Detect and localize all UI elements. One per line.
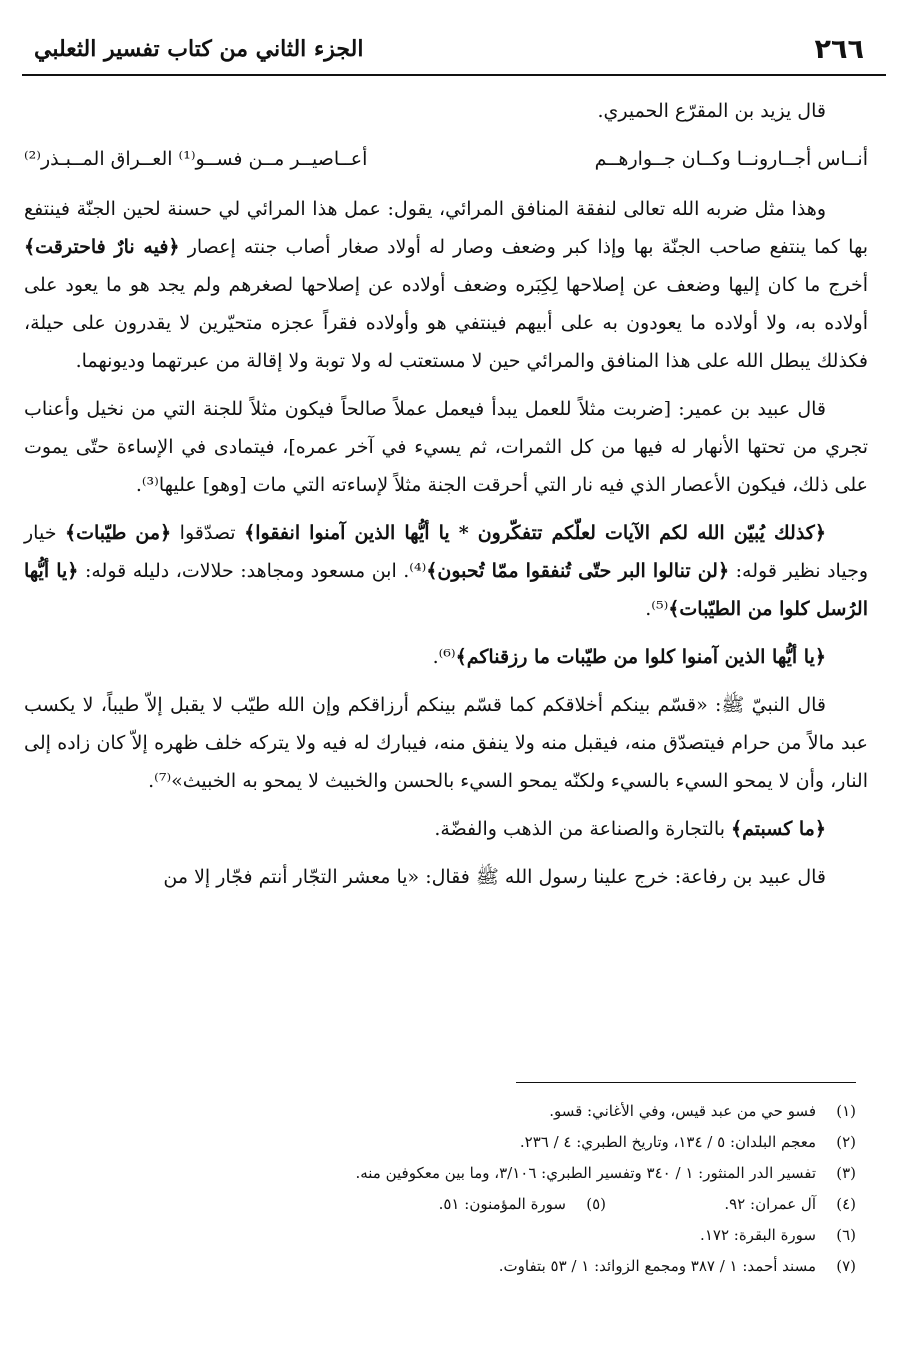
running-head: الجزء الثاني من كتاب تفسير الثعلبي (34, 36, 364, 62)
paragraph-6-rest: بالتجارة والصناعة من الذهب والفضّة. (434, 818, 732, 840)
page-header (22, 28, 886, 76)
footnote-1 (60, 1096, 856, 1127)
quran-quote: ﴿يا أيُّها الرُسل كلوا من الطيّبات﴾ (24, 560, 868, 620)
paragraph-6 (24, 810, 868, 848)
footnote-number: (٤) (836, 1195, 856, 1213)
poetry-verse (24, 140, 868, 178)
paragraph-4 (24, 638, 868, 676)
footnote-number: (٥) (586, 1195, 606, 1213)
footnote-text: فسو حي من عبد قيس، وفي الأغاني: قسو. (549, 1102, 816, 1120)
paragraph-4-end: ⁽⁶⁾. (432, 646, 456, 668)
footnote-number: (٦) (836, 1226, 856, 1244)
paragraph-3-part-b: خيار وجياد نظير قوله: (24, 522, 868, 582)
paragraph-3-part-d: ⁽⁵⁾. (645, 598, 669, 620)
footnote-divider (516, 1082, 856, 1083)
footnote-3 (60, 1158, 856, 1189)
footnote-7 (60, 1251, 856, 1282)
paragraph-1-part-a: وهذا مثل ضربه الله تعالى لنفقة المنافق المرائي، يقول: عمل هذا المرائي لي حسنة لحين الجنّة فينتفع بها كما ينتفع صاحب الجنّة بها وإذا كبر وضعف وصار له أولاد صغار أصاب جنته إعصار (24, 198, 868, 258)
footnote-text: تفسير الدر المنثور: ١ / ٣٤٠ وتفسير الطبري: ٣/١٠٦، وما بين معكوفين منه. (355, 1164, 816, 1182)
footnote-text: سورة البقرة: ١٧٢. (700, 1226, 816, 1244)
footnote-text: سورة المؤمنون: ٥١. (438, 1195, 566, 1213)
footnote-6 (60, 1220, 856, 1251)
main-text (24, 92, 868, 906)
paragraph-7: قال عبيد بن رفاعة: خرج علينا رسول الله ﷺ فقال: «يا معشر التجّار أنتم فجّار إلا من (163, 866, 826, 888)
footnote-5 (439, 1189, 606, 1220)
paragraph-2: قال عبيد بن عمير: [ضربت مثلاً للعمل يبدأ فيعمل عملاً صالحاً فيكون مثلاً للجنة التي من نخيل وأعناب تجري من تحتها الأنهار له فيها من كل الثمرات، ثم يسيء في آخر عمره]، فيتمادى في الإساءة حتّى يموت على ذلك، فيكون الأعصار الذي فيه نار التي أحرقت الجنة مثلاً لإساءته التي مات [وهو] عليها⁽³⁾. (24, 398, 868, 496)
footnote-4-5 (60, 1189, 856, 1220)
quran-quote: ﴿يا أيُّها الذين آمنوا كلوا من طيّبات ما رزقناكم﴾ (455, 646, 826, 668)
quran-quote: ﴿كذلك يُبيّن الله لكم الآيات لعلّكم تتفكّرون * يا أيُّها الذين آمنوا انفقوا﴾ (244, 522, 826, 544)
quran-quote: ﴿ما كسبتم﴾ (731, 818, 826, 840)
paragraph-5: قال النبيّ ﷺ: «قسّم بينكم أخلاقكم كما قسّم بينكم أرزاقكم وإن الله طيّب لا يقبل إلاّ طيباً، لا يكسب عبد مالاً من حرام فيتصدّق منه، فيقبل منه ولا ينفق منه، فيبارك له فيه ولا يتركه خلف ظهره إلاّ كان زاده إلى النار، وأن لا يمحو السيء بالسيء ولكنّه يمحو السيء بالحسن والخبيث لا يمحو به الخبيث»⁽⁷⁾. (24, 694, 868, 792)
footnote-4 (606, 1189, 856, 1220)
paragraph-3 (24, 514, 868, 628)
page-number: ٢٦٦ (814, 34, 864, 65)
quran-quote: ﴿لن تنالوا البر حتّى تُنفقوا ممّا تُحبون﴾ (426, 560, 730, 582)
footnote-number: (١) (836, 1102, 856, 1120)
quran-quote: ﴿من طيّبات﴾ (64, 522, 172, 544)
verse-first-hemistich: أنــاس أجــارونــا وكــان جــوارهــم (594, 148, 868, 170)
paragraph-3-part-a: تصدّقوا (171, 522, 245, 544)
footnote-text: مسند أحمد: ١ / ٣٨٧ ومجمع الزوائد: ١ / ٥٣ بتفاوت. (498, 1257, 816, 1275)
footnote-text: آل عمران: ٩٢. (724, 1195, 816, 1213)
footnotes (60, 1096, 856, 1282)
footnote-number: (٢) (836, 1133, 856, 1151)
paragraph-3-part-c: ⁽⁴⁾. ابن مسعود ومجاهد: حلالات، دليله قوله: (78, 560, 427, 582)
intro-line: قال يزيد بن المقرّع الحميري. (597, 100, 826, 122)
footnote-number: (٣) (836, 1164, 856, 1182)
footnote-text: معجم البلدان: ٥ / ١٣٤، وتاريخ الطبري: ٤ / ٢٣٦. (519, 1133, 816, 1151)
footnote-number: (٧) (836, 1257, 856, 1275)
quran-quote: ﴿فيه نارٌ فاحترقت﴾ (24, 236, 180, 258)
paragraph-1-part-b: أخرج ما كان إليها وضعف عن إصلاحها لِكِبَره وضعف أولاده عن إصلاحها لصغرهم ولم يجد هو ما يعود على أولاده به، ولا أولاده ما يعودون به على أبيهم فينتفي هو وأولاده فقراً عجزه متحيّرين لا يقدرون على حيلة، فكذلك يبطل الله على هذا المنافق والمرائي حين لا مستعتب له ولا توبة ولا إقالة من عبرتهما وديونهما. (24, 274, 868, 372)
footnote-2 (60, 1127, 856, 1158)
paragraph-1 (24, 190, 868, 380)
verse-second-hemistich: أعــاصيــر مــن فســو⁽¹⁾ العــراق المــبـذر⁽²⁾ (24, 148, 368, 170)
